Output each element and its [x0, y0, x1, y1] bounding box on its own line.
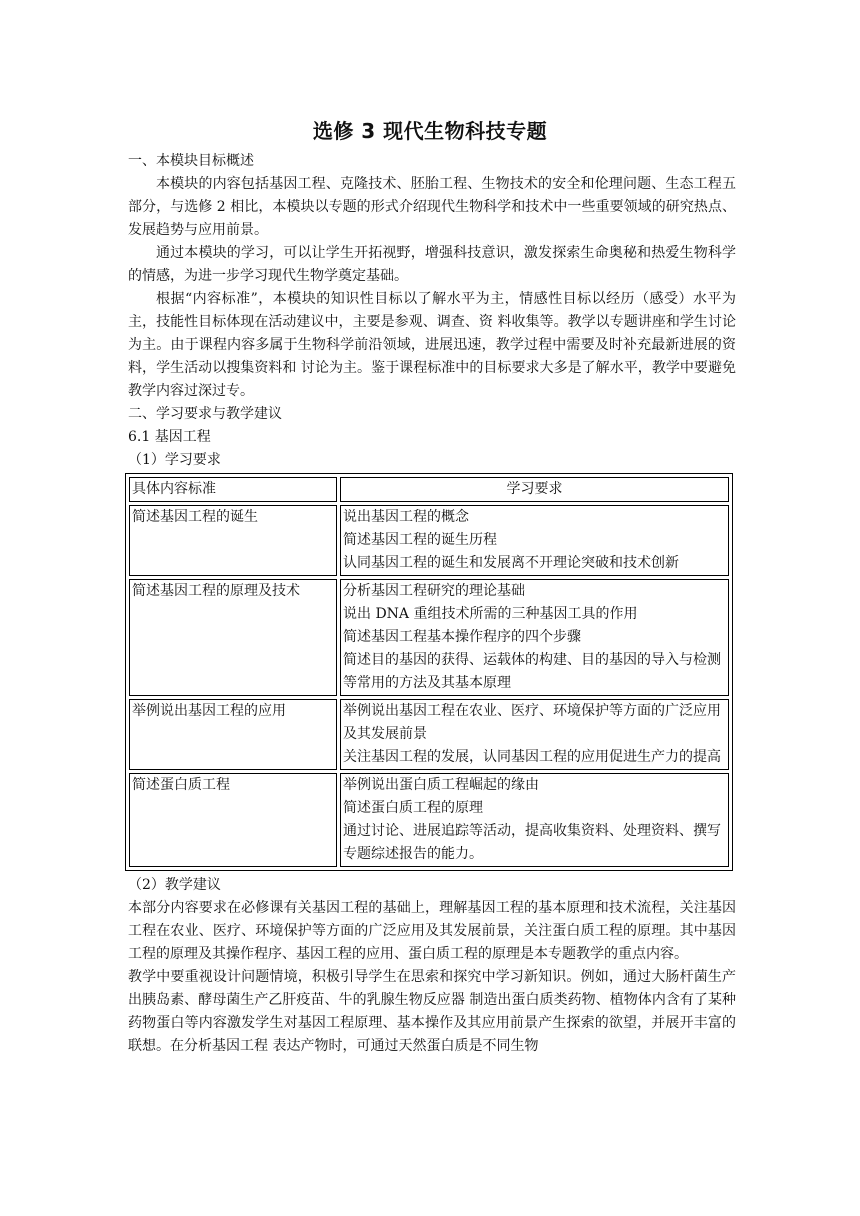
table-row: [129, 699, 729, 770]
requirement-item: 简述基因工程的诞生历程: [343, 532, 497, 548]
standard-cell: 简述基因工程的诞生: [129, 505, 337, 576]
requirements-cell: [340, 579, 729, 696]
teaching-advice-label: （2）教学建议: [128, 877, 221, 893]
requirement-item: 说出 DNA 重组技术所需的三种基因工具的作用: [343, 606, 638, 622]
standard-cell: 简述基因工程的原理及技术: [129, 579, 337, 696]
section-heading-overview: 一、本模块目标概述: [128, 153, 254, 169]
section-heading-requirements: 二、学习要求与教学建议: [128, 406, 282, 422]
column-header-requirements: 学习要求: [340, 477, 729, 502]
requirements-cell: [340, 773, 729, 867]
table-header-row: [129, 477, 729, 502]
paragraph: 通过本模块的学习，可以让学生开拓视野，增强科技意识，激发探索生命奥秘和热爱生物科学的情感，为进一步学习现代生物学奠定基础。: [128, 245, 736, 284]
table-row: [129, 579, 729, 696]
requirements-cell: [340, 699, 729, 770]
requirement-item: 简述目的基因的获得、运载体的构建、目的基因的导入与检测等常用的方法及其基本原理: [343, 652, 721, 691]
requirement-item: 分析基因工程研究的理论基础: [343, 583, 525, 599]
requirement-item: 简述基因工程基本操作程序的四个步骤: [343, 629, 581, 645]
requirement-item: 关注基因工程的发展，认同基因工程的应用促进生产力的提高: [343, 749, 721, 765]
document-body: [128, 150, 736, 1058]
table-row: [129, 505, 729, 576]
requirements-cell: [340, 505, 729, 576]
standard-cell: 简述蛋白质工程: [129, 773, 337, 867]
requirement-item: 举例说出蛋白质工程崛起的缘由: [343, 777, 539, 793]
paragraph: 根据“内容标准”，本模块的知识性目标以了解水平为主，情感性目标以经历（感受）水平为主，技能性目标体现在活动建议中，主要是参观、调查、资 料收集等。教学以专题讲座和学生讨论为主。由于课程内容多属于生物科学前沿领域，进展迅速，教学过程中需要及时补充最新进展的资料，学生活动以搜集资料和 讨论为主。鉴于课程标准中的目标要求大多是了解水平，教学中要避免教学内容过深过专。: [128, 291, 736, 399]
column-header-standard: 具体内容标准: [129, 477, 337, 502]
requirement-item: 简述蛋白质工程的原理: [343, 800, 483, 816]
requirement-item: 通过讨论、进展追踪等活动，提高收集资料、处理资料、撰写专题综述报告的能力。: [343, 823, 721, 862]
requirements-label: （1）学习要求: [128, 452, 221, 468]
requirement-item: 举例说出基因工程在农业、医疗、环境保护等方面的广泛应用及其发展前景: [343, 703, 721, 742]
requirement-item: 认同基因工程的诞生和发展离不开理论突破和技术创新: [343, 555, 679, 571]
table-row: [129, 773, 729, 867]
standard-cell: 举例说出基因工程的应用: [129, 699, 337, 770]
paragraph: 本部分内容要求在必修课有关基因工程的基础上，理解基因工程的基本原理和技术流程，关注基因工程在农业、医疗、环境保护等方面的广泛应用及其发展前景，关注蛋白质工程的原理。其中基因工程的原理及其操作程序、基因工程的应用、蛋白质工程的原理是本专题教学的重点内容。: [128, 900, 736, 962]
paragraph: 教学中要重视设计问题情境，积极引导学生在思索和探究中学习新知识。例如，通过大肠杆菌生产出胰岛素、酵母菌生产乙肝疫苗、牛的乳腺生物反应器 制造出蛋白质类药物、植物体内含有了某种药物蛋白等内容激发学生对基因工程原理、基本操作及其应用前景产生探索的欲望，并展开丰富的联想。在分析基因工程 表达产物时，可通过天然蛋白质是不同生物: [128, 969, 736, 1054]
requirement-item: 说出基因工程的概念: [343, 509, 469, 525]
paragraph: 本模块的内容包括基因工程、克隆技术、胚胎工程、生物技术的安全和伦理问题、生态工程五部分，与选修 2 相比，本模块以专题的形式介绍现代生物科学和技术中一些重要领域的研究热点、发展趋势与应用前景。: [128, 176, 736, 238]
page-title: 选修 3 现代生物科技专题: [312, 119, 548, 143]
subsection-heading: 6.1 基因工程: [128, 429, 211, 445]
requirements-table: [125, 473, 733, 871]
